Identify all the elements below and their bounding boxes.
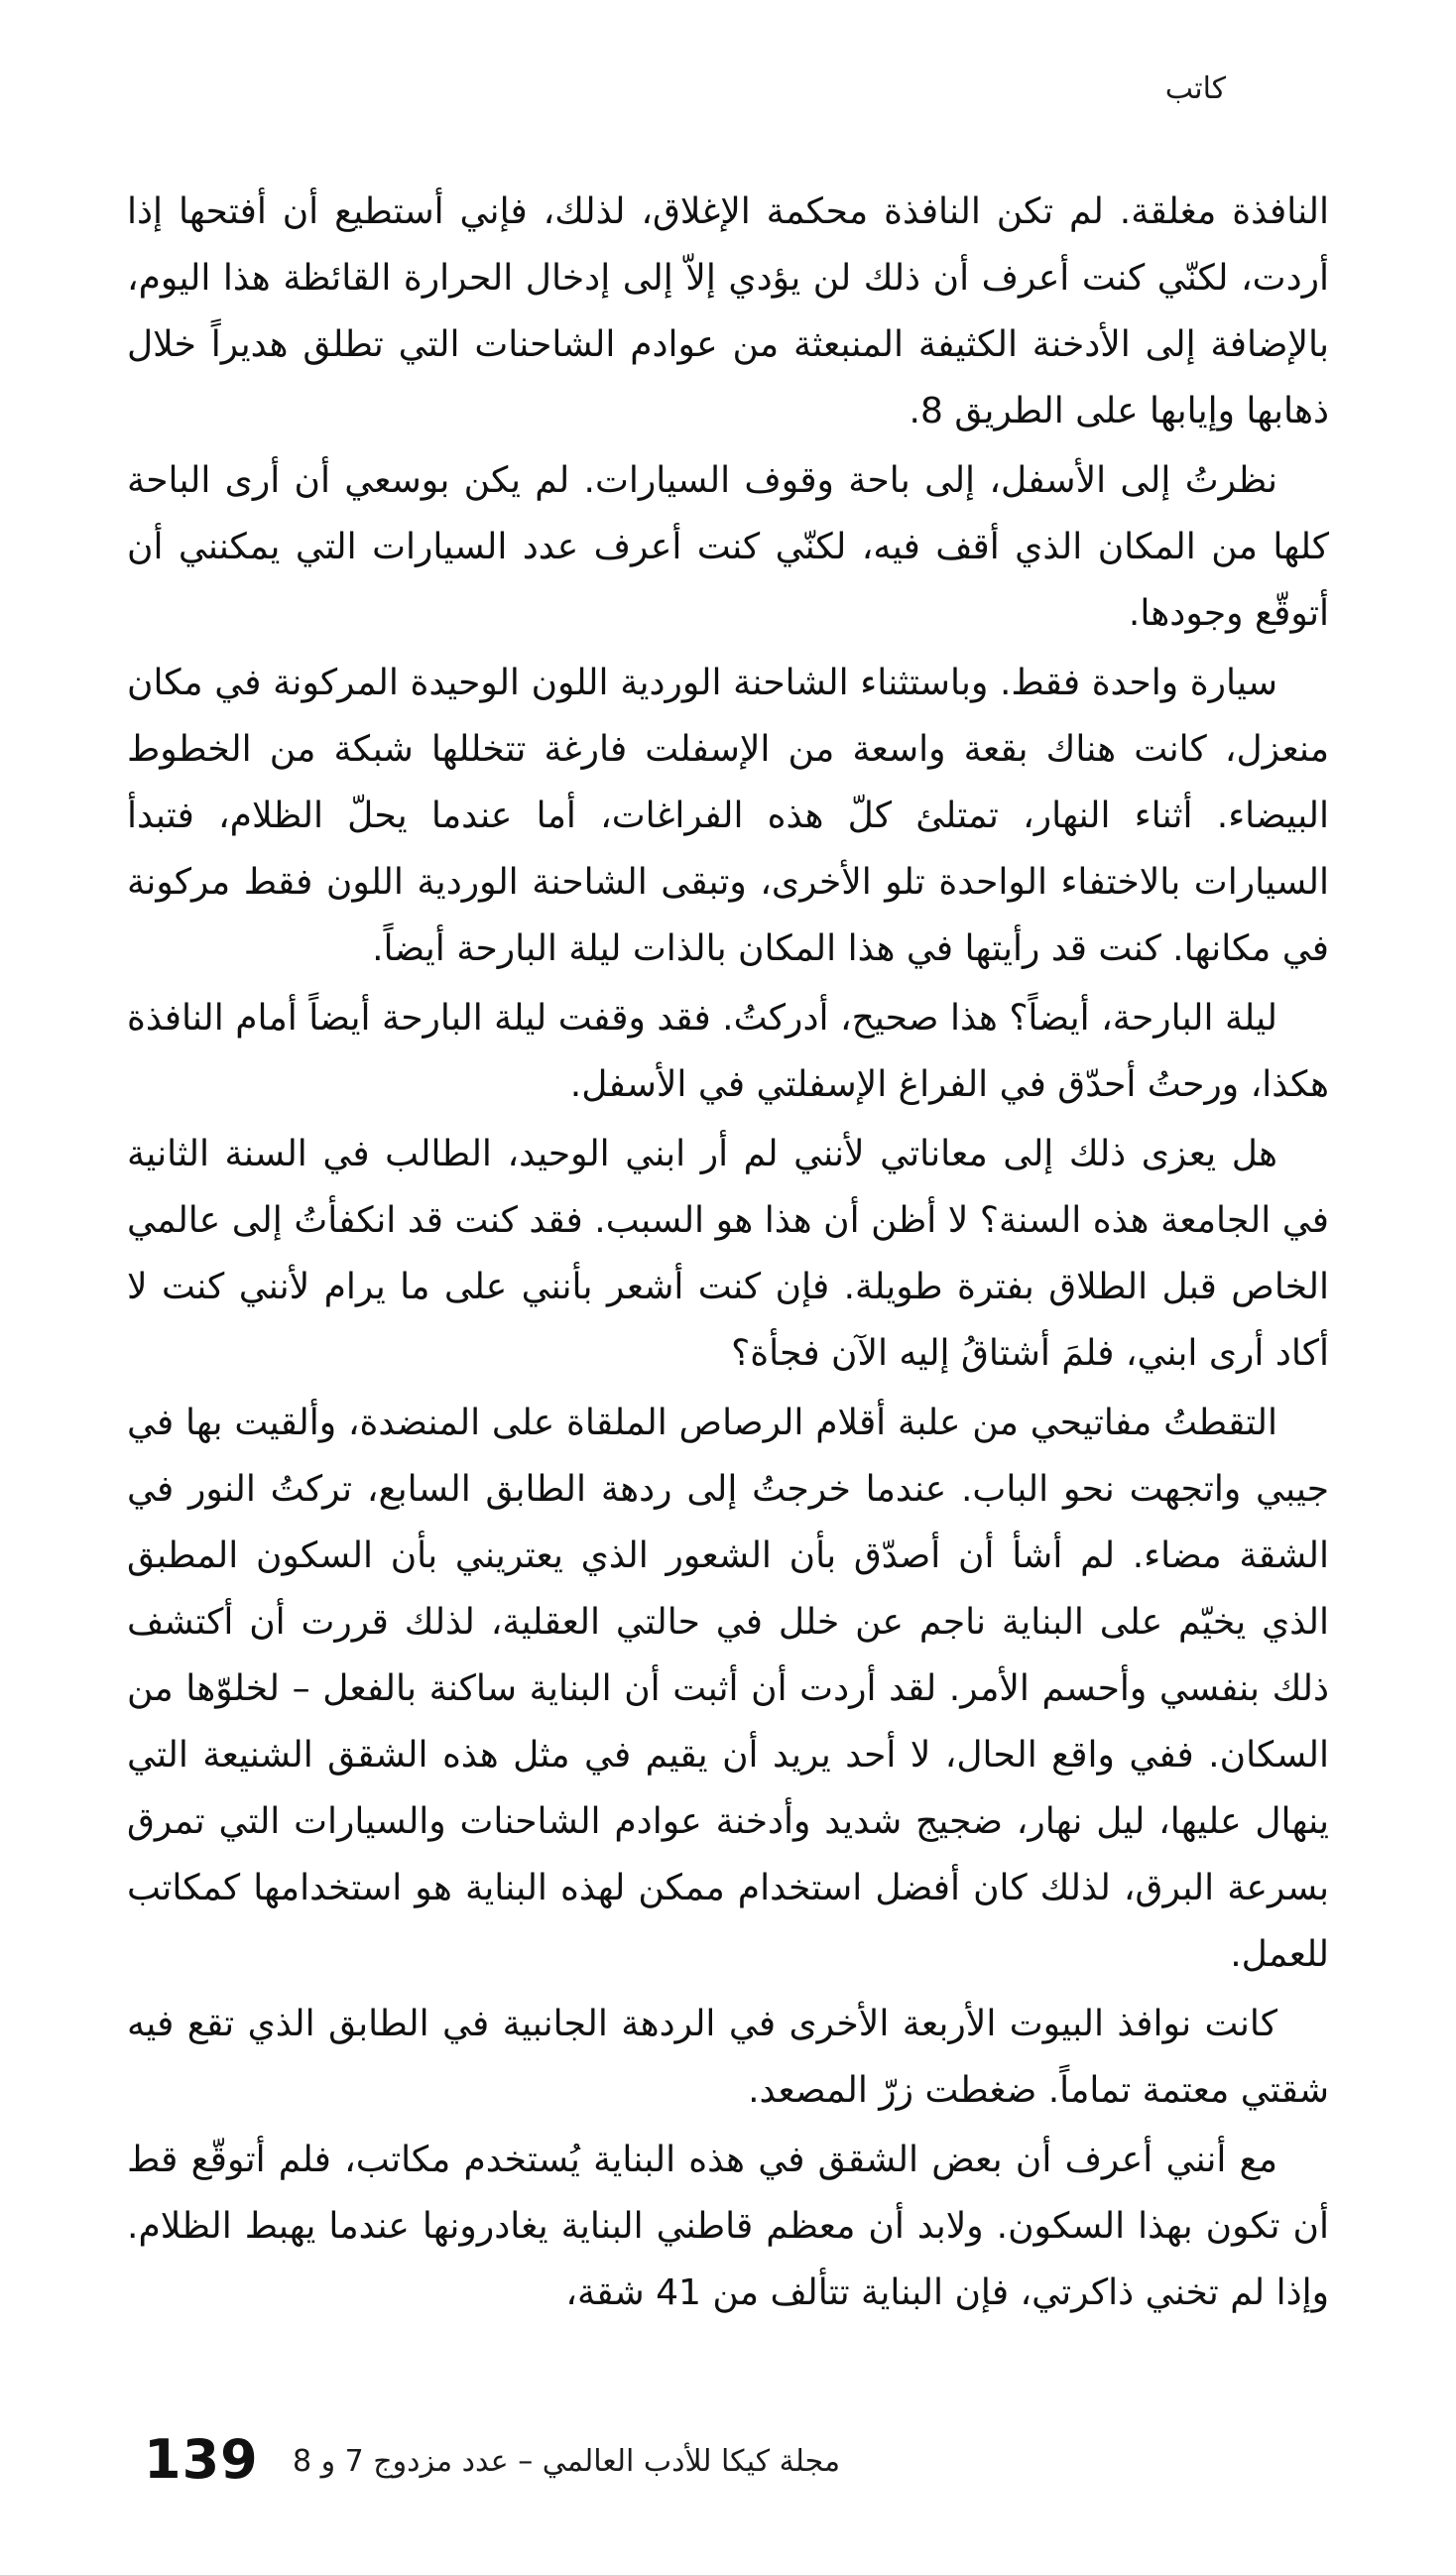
paragraph: النافذة مغلقة. لم تكن النافذة محكمة الإغلاق، لذلك، فإني أستطيع أن أفتحها إذا أردت، لكنّي كنت أعرف أن ذلك لن يؤدي إلاّ إلى إدخال الحرارة القائظة هذا اليوم، بالإضافة إلى الأدخنة الكثيفة المنبعثة من عوادم الشاحنات التي تطلق هديراً خلال ذهابها وإيابها على الطريق 8. (127, 191, 1329, 431)
paragraph: مع أنني أعرف أن بعض الشقق في هذه البناية يُستخدم مكاتب، فلم أتوقّع قط أن تكون بهذا السكون. ولابد أن معظم قاطني البناية يغادرونها عندما يهبط الظلام. وإذا لم تخني ذاكرتي، فإن البناية تتألف من 41 شقة، (127, 2140, 1329, 2313)
paragraph: ليلة البارحة، أيضاً؟ هذا صحيح، أدركتُ. فقد وقفت ليلة البارحة أيضاً أمام النافذة هكذا، ورحتُ أحدّق في الفراغ الإسفلتي في الأسفل. (127, 998, 1329, 1105)
paragraph: التقطتُ مفاتيحي من علبة أقلام الرصاص الملقاة على المنضدة، وألقيت بها في جيبي واتجهت نحو الباب. عندما خرجتُ إلى ردهة الطابق السابع، تركتُ النور في الشقة مضاء. لم أشأ أن أصدّق بأن الشعور الذي يعتريني بأن السكون المطبق الذي يخيّم على البناية ناجم عن خلل في حالتي العقلية، لذلك قررت أن أكتشف ذلك بنفسي وأحسم الأمر. لقد أردت أن أثبت أن البناية ساكنة بالفعل – لخلوّها من السكان. ففي واقع الحال، لا أحد يريد أن يقيم في مثل هذه الشقق الشنيعة التي ينهال عليها، ليل نهار، ضجيج شديد وأدخنة عوادم الشاحنات والسيارات التي تمرق بسرعة البرق، لذلك كان أفضل استخدام ممكن لهذه البناية هو استخدامها كمكاتب للعمل. (127, 1403, 1329, 1975)
page-footer (144, 2428, 1334, 2498)
article-body (127, 179, 1329, 2329)
journal-issue-line: مجلة كيكا للأدب العالمي – عدد مزدوج 7 و 8 (293, 2444, 841, 2479)
paragraph: كانت نوافذ البيوت الأربعة الأخرى في الردهة الجانبية في الطابق الذي تقع فيه شقتي معتمة تماماً. ضغطت زرّ المصعد. (127, 2004, 1329, 2111)
running-head: كاتب (1164, 71, 1226, 106)
paragraph: سيارة واحدة فقط. وباستثناء الشاحنة الوردية اللون الوحيدة المركونة في مكان منعزل، كانت هناك بقعة واسعة من الإسفلت فارغة تتخللها شبكة من الخطوط البيضاء. أثناء النهار، تمتلئ كلّ هذه الفراغات، أما عندما يحلّ الظلام، فتبدأ السيارات بالاختفاء الواحدة تلو الأخرى، وتبقى الشاحنة الوردية اللون فقط مركونة في مكانها. كنت قد رأيتها في هذا المكان بالذات ليلة البارحة أيضاً. (127, 663, 1329, 969)
page-number: 139 (144, 2428, 259, 2491)
paragraph: نظرتُ إلى الأسفل، إلى باحة وقوف السيارات. لم يكن بوسعي أن أرى الباحة كلها من المكان الذي أقف فيه، لكنّي كنت أعرف عدد السيارات التي يمكنني أن أتوقّع وجودها. (127, 460, 1329, 634)
paragraph: هل يعزى ذلك إلى معاناتي لأنني لم أر ابني الوحيد، الطالب في السنة الثانية في الجامعة هذه السنة؟ لا أظن أن هذا هو السبب. فقد كنت قد انكفأتُ إلى عالمي الخاص قبل الطلاق بفترة طويلة. فإن كنت أشعر بأنني على ما يرام لأنني كنت لا أكاد أرى ابني، فلمَ أشتاقُ إليه الآن فجأة؟ (127, 1134, 1329, 1374)
